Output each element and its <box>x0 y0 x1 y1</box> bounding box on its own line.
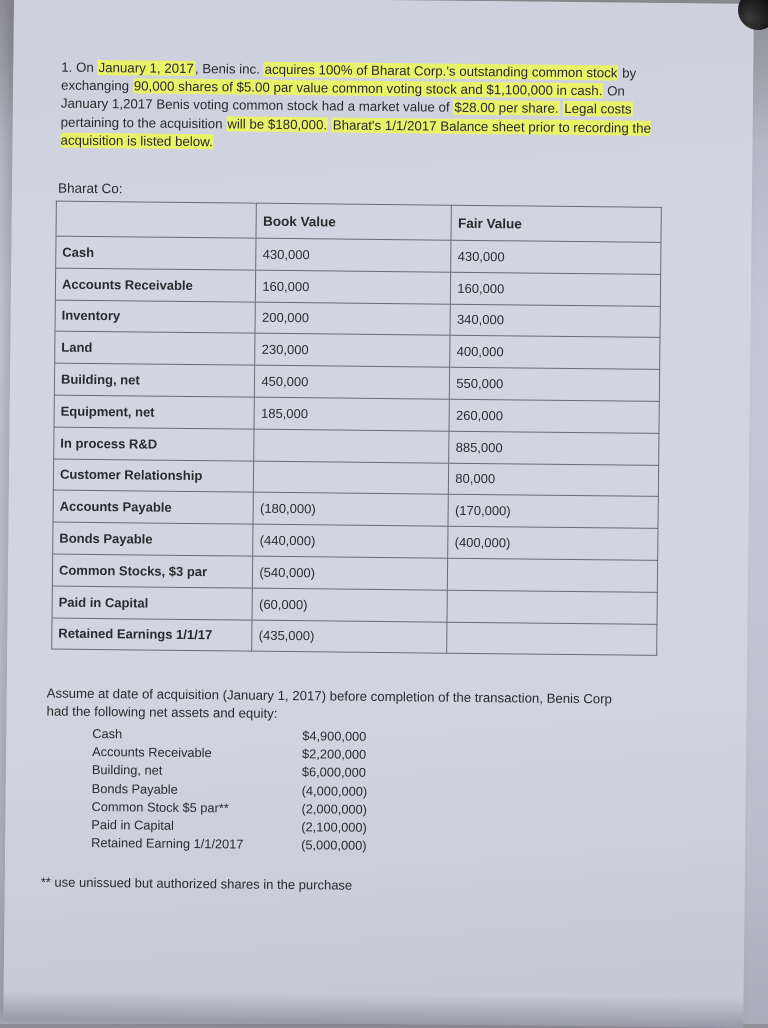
cell-item: Building, net <box>54 363 255 397</box>
paper-sheet <box>3 0 754 1028</box>
table-caption: Bharat Co: <box>57 180 123 197</box>
cell-fair: 80,000 <box>449 463 659 497</box>
cell-item: Paid in Capital <box>52 586 253 620</box>
cell-fair: 260,000 <box>449 399 659 433</box>
cell-item: Bonds Payable <box>53 522 254 556</box>
problem-text: by exchanging <box>61 65 637 94</box>
item-label: Cash <box>92 725 123 742</box>
footnote: ** use unissued but authorized shares in the purchase <box>40 874 353 893</box>
cell-book <box>254 461 449 495</box>
highlight-consideration: 90,000 shares of $5.00 par value common voting stock and $1,100,000 in cash. <box>133 78 603 99</box>
item-label: Building, net <box>91 762 163 779</box>
balance-sheet-table <box>51 201 662 657</box>
cell-fair <box>447 590 657 624</box>
cell-fair: 885,000 <box>449 431 659 465</box>
cell-fair: 550,000 <box>450 367 660 401</box>
highlight-date: January 1, 2017 <box>98 60 194 77</box>
cell-book <box>254 429 449 463</box>
item-amount: $2,200,000 <box>302 746 367 763</box>
item-label: Common Stock $5 par** <box>91 798 229 816</box>
cell-book: 160,000 <box>256 270 451 304</box>
problem-text: , Benis inc. <box>194 61 264 77</box>
highlight-balance-sheet: Bharat's 1/1/2017 Balance sheet prior to recording the acquisition is listed below. <box>60 117 652 150</box>
table-body <box>52 236 661 656</box>
problem-statement <box>60 59 661 156</box>
cell-item: Common Stocks, $3 par <box>52 554 253 588</box>
header-item <box>56 201 257 238</box>
paper-edge-shadow <box>3 990 743 1028</box>
cell-fair: (170,000) <box>448 495 658 529</box>
item-label: Paid in Capital <box>91 816 174 833</box>
highlight-legal-amount: will be $180,000. <box>227 115 328 133</box>
problem-text: pertaining to the acquisition <box>60 114 227 131</box>
assumption-text: Assume at date of acquisition (January 1, 2017) before completion of the transaction, Benis Corp had the following net assets and equity: <box>46 685 612 721</box>
header-book-value: Book Value <box>256 203 451 240</box>
list-item <box>91 834 391 855</box>
cell-item: Accounts Receivable <box>55 268 256 302</box>
cell-item: Inventory <box>55 300 256 334</box>
cell-fair: 160,000 <box>451 272 661 306</box>
cell-item: Land <box>55 331 256 365</box>
cell-book: (60,000) <box>252 588 447 622</box>
item-amount: (4,000,000) <box>301 782 368 799</box>
highlight-acquires: acquires 100% of Bharat Corp.'s outstanding common stock <box>264 61 618 81</box>
item-amount: $6,000,000 <box>301 764 367 781</box>
item-label: Accounts Receivable <box>92 744 212 761</box>
cell-fair <box>447 622 657 656</box>
cell-fair: 340,000 <box>450 304 660 338</box>
cell-fair: (400,000) <box>448 526 658 560</box>
highlight-legal-costs: Legal costs <box>564 101 632 118</box>
item-amount: $4,900,000 <box>302 728 367 744</box>
item-label: Retained Earning 1/1/2017 <box>91 835 244 852</box>
problem-text: On January 1,2017 Benis voting common stock had a market value of <box>60 83 625 116</box>
cell-item: Equipment, net <box>54 395 255 429</box>
cell-item: Cash <box>56 236 257 270</box>
cell-book: (180,000) <box>253 493 448 527</box>
table-row <box>52 618 657 656</box>
item-amount: (2,000,000) <box>301 800 368 817</box>
problem-number: 1. <box>61 59 73 75</box>
cell-book: 430,000 <box>256 238 451 272</box>
cell-book: 185,000 <box>254 397 449 431</box>
cell-fair: 430,000 <box>451 240 661 274</box>
cell-item: Accounts Payable <box>53 490 254 524</box>
benis-net-assets-list <box>91 725 392 856</box>
cell-item: Customer Relationship <box>53 459 254 493</box>
problem-text: On <box>75 59 98 76</box>
cell-book: 200,000 <box>255 302 450 336</box>
cell-book: (435,000) <box>252 620 447 654</box>
cell-book: (440,000) <box>253 524 448 558</box>
highlight-market-value: $28.00 per share. <box>454 100 559 117</box>
cell-item: Retained Earnings 1/1/17 <box>52 618 253 652</box>
header-fair-value: Fair Value <box>451 205 661 242</box>
cell-item: In process R&D <box>54 427 255 461</box>
cell-fair <box>448 558 658 592</box>
cell-book: (540,000) <box>253 556 448 590</box>
item-amount: (2,100,000) <box>301 819 367 835</box>
cell-fair: 400,000 <box>450 336 660 370</box>
cell-book: 230,000 <box>255 334 450 368</box>
cell-book: 450,000 <box>255 365 450 399</box>
item-label: Bonds Payable <box>91 780 178 797</box>
item-amount: (5,000,000) <box>301 837 367 854</box>
